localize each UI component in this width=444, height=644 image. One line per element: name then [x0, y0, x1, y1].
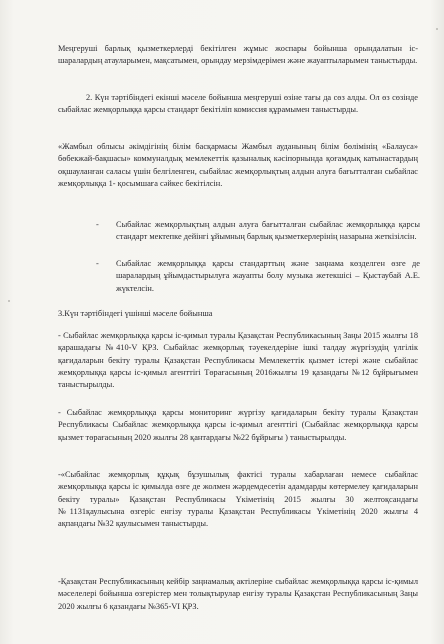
- scan-speck: [436, 28, 438, 30]
- section-heading-3: 3.Күн тәртібіндегі үшінші мәселе бойынша: [58, 309, 213, 318]
- bullet-dash: -: [96, 220, 99, 229]
- bullet-item-1: [96, 219, 420, 244]
- paragraph-4: - Сыбайлас жемқорлыққа қарсы іс-қимыл туралы Қазақстан Республикасының Заңы 2015 жылғы 18 қарашадағы №410-V ҚРЗ. Сыбайлас жемқорлық тәуекелдеріне ішкі талдау жүргізудің үлгілік қағидаларын бекіту туралы Қазақстан Республикасы Мемлекеттік қызмет істері және сыбайлас жемқорлыққа қарсы іс-қимыл агенттігі Төрағасының 2016жылғы 19 қазандағы №12 бұйрығымен таныстырылды.: [58, 331, 418, 390]
- paragraph-3: «Жамбыл облысы әкімдігінің білім басқармасы Жамбыл ауданының білім бөлімінің «Балауса» бөбекжай-бақшасы» коммуналдық мемлекеттік қазыналық кәсіпорнында қоғамдық катынастардың оқшауланған саласы үшін белгіленген, сыбайлас жемқорлықтың алдын алуға бағытталған сыбайлас жемқорлыққа 1- қосымшаға сәйкес бекітілсін.: [58, 142, 418, 188]
- paragraph-2: 2. Күн тәртібіндегі екінші мәселе бойынша меңгеруші өзіне тағы да сөз алды. Ол өз сөзінде сыбайлас жемқорлыққа қарсы стандарт бекітіліп комиссия құрамымен таныстырды.: [58, 93, 418, 115]
- bullet-item-1-text: Сыбайлас жемқорлықтың алдын алуға бағытталған сыбайлас жемқорлыққа қарсы стандарт мектепке дейінгі ұйымның барлық қызметкерлерінің назарына жеткізілсін.: [116, 220, 420, 242]
- bullet-item-2: [96, 258, 420, 295]
- paragraph-6: -«Сыбайлас жемқорлық құқық бұзушылық фактісі туралы хабарлаған немесе сыбайлас жемқорлыққа қарсы іс қимылда өзге де жолмен жәрдемдесетін адамдарды көтермелеу қағидаларын бекіту туралы» Қазақстан Республикасы Үкіметінің 2015 жылғы 30 желтоқсандағы №1131қаулысына өзгеріс енгізу туралы Қазақстан Республикасы Үкіметінің 2020 жылғы 4 ақпандағы №32 қаулысымен таныстырды.: [58, 470, 418, 529]
- paragraph-1: Меңгеруші барлық қызметкерлерді бекітілген жұмыс жоспары бойынша орындалатын іс-шаралардың атауларымен, мақсатымен, орындау мерзімдерімен және жауаптыларымен таныстырды.: [58, 44, 418, 66]
- bullet-dash: -: [96, 259, 99, 268]
- bullet-item-2-text: Сыбайлас жемқорлыққа қарсы стандарттың және заңнама көзделген өзге де шаралардың ұйымдастырылуға жауапты болу музыка жетекшісі – Қыстаубай А.Е. жүктелсін.: [116, 259, 420, 293]
- paragraph-7: -Қазақстан Республикасының кейбір заңнамалық актілеріне сыбайлас жемқорлыққа қарсы іс-қимыл мәселелері бойынша өзгерістер мен толықтырулар енгізу туралы Қазақстан Республикасының Заңы 2020 жылғы 6 қазандағы №365-VI ҚРЗ.: [58, 577, 418, 611]
- paragraph-5: - Сыбайлас жемқорлыққа қарсы мониторинг жүргізу қағидаларын бекіту туралы Қазақстан Республикасы Сыбайлас жемқорлыққа қарсы іс-қимыл агенттігі (Сыбайлас жемқорлыққа қарсы қызмет төрағасының 2020 жылғы 28 қантардағы №22 бұйрығы ) таныстырылды.: [58, 408, 418, 442]
- scan-speck: [8, 300, 10, 302]
